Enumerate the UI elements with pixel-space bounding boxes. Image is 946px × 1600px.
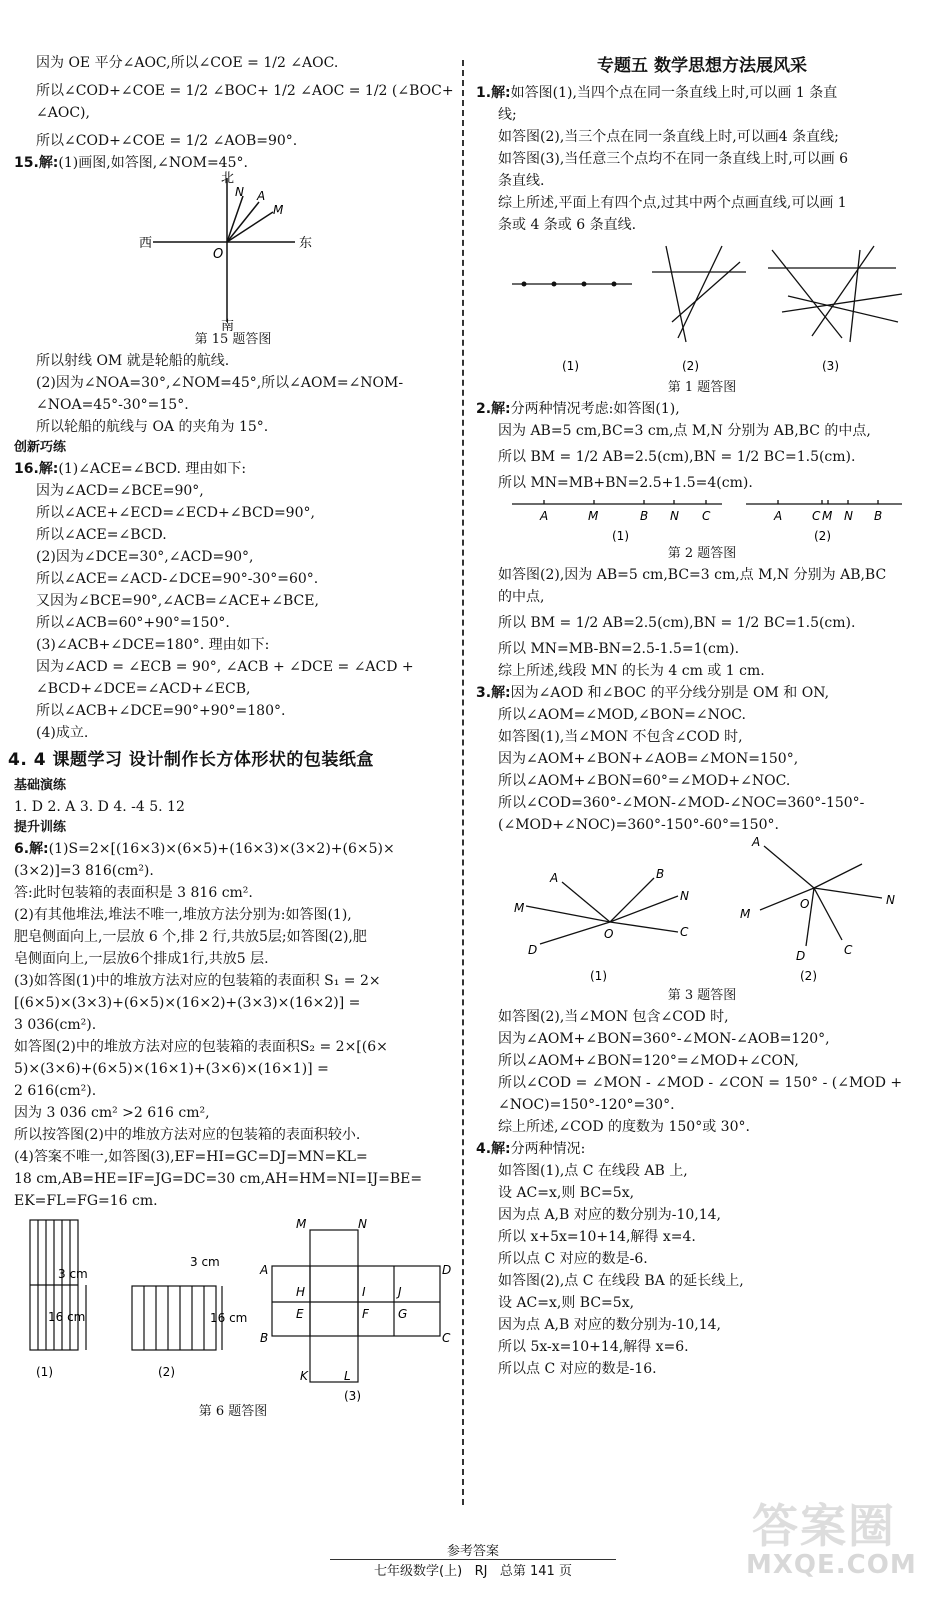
column-divider	[462, 60, 464, 1505]
text-line: 如答图(2),当∠MON 包含∠COD 时,	[498, 1009, 729, 1025]
a1-C: C	[680, 925, 689, 939]
solution-label: 解:	[38, 461, 59, 477]
footer-title: 参考答案	[330, 1540, 616, 1560]
text-line: (4)成立.	[36, 725, 89, 741]
fig3-part-2: (2)	[800, 969, 817, 983]
seg1-M: M	[588, 509, 599, 523]
figure-caption: 第 1 题答图	[667, 380, 737, 395]
fig3-part-1: (1)	[590, 969, 607, 983]
answer-line: 1. D 2. A 3. D 4. -4 5. 12	[14, 799, 185, 815]
section-heading: 提升训练	[14, 820, 67, 835]
text-line: 又因为∠BCE=90°,∠ACB=∠ACE+∠BCE,	[36, 593, 319, 609]
text-line: ∠NOA=45°-30°=15°.	[36, 397, 189, 413]
text-line: 所以∠AOM=∠MOD,∠BON=∠NOC.	[498, 707, 746, 723]
a1-B: B	[656, 867, 665, 881]
text-line: 所以 MN=MB-BN=2.5-1.5=1(cm).	[498, 641, 740, 657]
text-line: (4)答案不唯一,如答图(3),EF=HI=GC=DJ=MN=KL=	[14, 1149, 368, 1165]
text-line: 所以射线 OM 就是轮船的航线.	[36, 353, 230, 369]
text-line: 18 cm,AB=HE=IF=JG=DC=30 cm,AH=HM=NI=IJ=BE=	[14, 1171, 423, 1187]
segments-figure	[482, 494, 922, 544]
point-o: O	[213, 247, 224, 262]
net-D: D	[442, 1263, 452, 1277]
text-line: 如答图(3),当任意三个点均不在同一条直线上时,可以画 6	[498, 151, 849, 167]
text-line: ∠AOC),	[36, 105, 90, 121]
solution-label: 解:	[491, 85, 511, 101]
seg2-B: B	[874, 509, 883, 523]
a2-N: N	[886, 893, 895, 907]
q3-first-line	[476, 682, 928, 704]
text-line: 所以∠ACB+∠DCE=90°+90°=180°.	[36, 703, 286, 719]
seg2-C: C	[812, 509, 821, 523]
text-line: 如答图(2),当三个点在同一条直线上时,可以画4 条直线;	[498, 129, 839, 145]
watermark-url: MXQE.COM	[746, 1550, 917, 1580]
text-line: 因为 AB=5 cm,BC=3 cm,点 M,N 分别为 AB,BC 的中点,	[498, 423, 871, 439]
text-line: 所以∠ACE=∠ACD-∠DCE=90°-30°=60°.	[36, 571, 319, 587]
text-line: 所以∠COD+∠COE = 1/2 ∠AOB=90°.	[36, 133, 298, 149]
text-line: 如答图(2)中的堆放方法对应的包装箱的表面积S₂ = 2×[(6×	[14, 1039, 388, 1055]
seg2-A: A	[774, 509, 783, 523]
a2-D: D	[796, 949, 806, 963]
point-m: M	[273, 203, 284, 217]
a2-A: A	[752, 835, 761, 849]
net-C: C	[442, 1331, 451, 1345]
seg1-N: N	[670, 509, 679, 523]
question-number: 3.	[476, 685, 492, 701]
point-a: A	[257, 189, 266, 203]
seg2-M: M	[822, 509, 833, 523]
watermark-logo: 答案圈	[752, 1499, 896, 1553]
footer-info	[330, 1560, 616, 1579]
text-line: ∠NOC)=150°-120°=30°.	[498, 1097, 675, 1113]
dim-3cm-2: 3 cm	[190, 1255, 220, 1269]
net-G: G	[398, 1307, 408, 1321]
a1-D: D	[528, 943, 538, 957]
solution-label: 解:	[491, 685, 511, 701]
fig6-part-2: (2)	[158, 1365, 175, 1379]
text-line: (3)如答图(1)中的堆放方法对应的包装箱的表面积 S₁ = 2×	[14, 973, 381, 989]
text-line: 因为∠ACD = ∠ECB = 90°, ∠ACB + ∠DCE = ∠ACD +	[36, 659, 414, 675]
a2-C: C	[844, 943, 853, 957]
net-J: J	[398, 1285, 402, 1299]
net-M: M	[296, 1217, 307, 1231]
a1-N: N	[680, 889, 689, 903]
solution-label: 解:	[491, 1141, 511, 1157]
question-number: 6.	[14, 841, 30, 857]
text-line: 所以 5x-x=10+14,解得 x=6.	[498, 1339, 689, 1355]
fig1-part-3: (3)	[822, 359, 839, 373]
text-line: 条或 4 条或 6 条直线.	[498, 217, 637, 233]
compass-figure	[139, 171, 323, 334]
angles-figure	[482, 836, 922, 986]
text-line: 所以∠COD+∠COE = 1/2 ∠BOC+ 1/2 ∠AOC = 1/2 (∠BOC+	[36, 83, 454, 99]
text-line: 综上所述,线段 MN 的长为 4 cm 或 1 cm.	[498, 663, 765, 679]
text-line: 所以按答图(2)中的堆放方法对应的包装箱的表面积较小.	[14, 1127, 361, 1143]
text-line: 皂侧面向上,一层放6个排成1行,共放5 层.	[14, 951, 269, 967]
text-line: 所以点 C 对应的数是-6.	[498, 1251, 648, 1267]
question-number: 2.	[476, 401, 492, 417]
text-line: (∠MOD+∠NOC)=360°-150°-60°=150°.	[498, 817, 779, 833]
text-line: 所以 MN=MB+BN=2.5+1.5=4(cm).	[498, 475, 753, 491]
seg1-B: B	[640, 509, 649, 523]
seg2-N: N	[844, 509, 853, 523]
text-line: 分两种情况:	[510, 1141, 586, 1157]
solution-label: 解:	[38, 155, 59, 171]
compass-south: 南	[221, 319, 235, 334]
text-line: 答:此时包装箱的表面积是 3 816 cm².	[14, 885, 253, 901]
text-line: 2 616(cm²).	[14, 1083, 97, 1099]
fig1-part-2: (2)	[682, 359, 699, 373]
text-line: [(6×5)×(3×3)+(6×5)×(16×2)+(3×3)×(16×2)] =	[14, 995, 361, 1011]
text-line: 所以∠ACE+∠ECD=∠ECD+∠BCD=90°,	[36, 505, 315, 521]
text-line: 线;	[498, 107, 517, 123]
net-N: N	[358, 1217, 367, 1231]
question-number: 15.	[14, 155, 39, 171]
net-A: A	[260, 1263, 269, 1277]
text-line: 所以 BM = 1/2 AB=2.5(cm),BN = 1/2 BC=1.5(cm).	[498, 449, 856, 465]
point-n: N	[235, 185, 244, 199]
text-line: 综上所述,∠COD 的度数为 150°或 30°.	[498, 1119, 750, 1135]
seg1-A: A	[540, 509, 549, 523]
net-E: E	[296, 1307, 304, 1321]
dim-16cm-2: 16 cm	[210, 1311, 248, 1325]
text-line: 所以 BM = 1/2 AB=2.5(cm),BN = 1/2 BC=1.5(cm).	[498, 615, 856, 631]
text-line: 所以∠ACE=∠BCD.	[36, 527, 167, 543]
net-B: B	[260, 1331, 269, 1345]
text-line: 所以轮船的航线与 OA 的夹角为 15°.	[36, 419, 269, 435]
a1-A: A	[550, 871, 559, 885]
text-line: (2)因为∠NOA=30°,∠NOM=45°,所以∠AOM=∠NOM-	[36, 375, 404, 391]
text-line: (1)画图,如答图,∠NOM=45°.	[58, 155, 248, 171]
text-line: 因为点 A,B 对应的数分别为-10,14,	[498, 1207, 722, 1223]
fig2-part-2: (2)	[814, 529, 831, 543]
dim-3cm-1: 3 cm	[58, 1267, 88, 1281]
text-line: 设 AC=x,则 BC=5x,	[498, 1185, 635, 1201]
text-line: EK=FL=FG=16 cm.	[14, 1193, 158, 1209]
text-line: 所以∠ACB=60°+90°=150°.	[36, 615, 230, 631]
figure-caption: 第 2 题答图	[667, 546, 737, 561]
question-number: 1.	[476, 85, 492, 101]
right-column	[476, 52, 928, 1380]
a2-M: M	[740, 907, 751, 921]
text-line: 因为∠ACD=∠BCE=90°,	[36, 483, 204, 499]
text-line: 所以∠COD = ∠MON - ∠MOD - ∠CON = 150° - (∠MOD +	[498, 1075, 903, 1091]
text-line: 因为∠AOM+∠BON=360°-∠MON-∠AOB=120°,	[498, 1031, 830, 1047]
text-line: 如答图(1),点 C 在线段 AB 上,	[498, 1163, 688, 1179]
q6-first-line	[14, 838, 452, 860]
figure-caption: 第 3 题答图	[667, 988, 737, 1003]
fig2-part-1: (1)	[612, 529, 629, 543]
text-line: 的中点,	[498, 589, 545, 605]
text-line: 如答图(2),因为 AB=5 cm,BC=3 cm,点 M,N 分别为 AB,BC	[498, 567, 887, 583]
text-line: (3×2)]=3 816(cm²).	[14, 863, 154, 879]
footer-page: 总第 141 页	[499, 1564, 572, 1579]
text-line: 5)×(3×6)+(6×5)×(16×1)+(3×6)×(16×1)] =	[14, 1061, 329, 1077]
net-K: K	[300, 1369, 308, 1383]
text-line: 因为 3 036 cm² >2 616 cm²,	[14, 1105, 210, 1121]
a1-O: O	[604, 927, 614, 941]
q1-first-line	[476, 82, 928, 104]
seg1-C: C	[702, 509, 711, 523]
text-line: 因为∠AOD 和∠BOC 的平分线分别是 OM 和 ON,	[510, 685, 830, 701]
solution-label: 解:	[491, 401, 511, 417]
text-line: 所以 x+5x=10+14,解得 x=4.	[498, 1229, 696, 1245]
text-line: 如答图(2),点 C 在线段 BA 的延长线上,	[498, 1273, 744, 1289]
compass-west: 西	[139, 236, 153, 251]
text-line: 所以∠AOM+∠BON=60°=∠MOD+∠NOC.	[498, 773, 791, 789]
footer-grade: 七年级数学(上)	[374, 1564, 463, 1579]
text-line: 所以点 C 对应的数是-16.	[498, 1361, 657, 1377]
text-line: 所以∠COD=360°-∠MON-∠MOD-∠NOC=360°-150°-	[498, 795, 865, 811]
q16-first-line	[14, 458, 452, 480]
text-line: 如答图(1),当∠MON 不包含∠COD 时,	[498, 729, 743, 745]
figure-caption: 第 15 题答图	[194, 332, 272, 347]
q2-first-line	[476, 398, 928, 420]
text-line: 所以∠AOM+∠BON=120°=∠MOD+∠CON,	[498, 1053, 799, 1069]
text-line: 因为∠AOM+∠BON+∠AOB=∠MON=150°,	[498, 751, 799, 767]
section-title: 4. 4 课题学习 设计制作长方体形状的包装纸盒	[8, 750, 374, 770]
a1-M: M	[514, 901, 525, 915]
net-I: I	[362, 1285, 366, 1299]
net-F: F	[362, 1307, 369, 1321]
left-column	[8, 52, 454, 1422]
packing-figure	[14, 1216, 452, 1402]
dim-16cm-1: 16 cm	[48, 1310, 86, 1324]
text-line: (1)∠ACE=∠BCD. 理由如下:	[58, 461, 247, 477]
question-number: 4.	[476, 1141, 492, 1157]
fig6-part-1: (1)	[36, 1365, 53, 1379]
text-line: (3)∠ACB+∠DCE=180°. 理由如下:	[36, 637, 270, 653]
compass-east: 东	[299, 236, 313, 251]
fig1-part-1: (1)	[562, 359, 579, 373]
q4-first-line	[476, 1138, 928, 1160]
net-L: L	[344, 1369, 351, 1383]
question-number: 16.	[14, 461, 39, 477]
watermark	[742, 1490, 932, 1594]
fig6-part-3: (3)	[344, 1389, 361, 1403]
text-line: 3 036(cm²).	[14, 1017, 97, 1033]
text-line: 因为 OE 平分∠AOC,所以∠COE = 1/2 ∠AOC.	[36, 55, 339, 71]
text-line: 条直线.	[498, 173, 545, 189]
solution-label: 解:	[29, 841, 49, 857]
text-line: 肥皂侧面向上,一层放 6 个,排 2 行,共放5层;如答图(2),肥	[14, 929, 367, 945]
section-heading: 基础演练	[14, 778, 67, 793]
net-H: H	[296, 1285, 306, 1299]
a2-O: O	[800, 897, 810, 911]
compass-north: 北	[221, 171, 235, 186]
footer-edition: RJ	[474, 1564, 488, 1579]
text-line: ∠BCD+∠DCE=∠ACD+∠ECB,	[36, 681, 251, 697]
figure-caption: 第 6 题答图	[198, 1404, 268, 1419]
text-line: 分两种情况考虑:如答图(1),	[510, 401, 680, 417]
text-line: 综上所述,平面上有四个点,过其中两个点画直线,可以画 1	[498, 195, 847, 211]
topic-title: 专题五 数学思想方法展风采	[597, 56, 807, 76]
text-line: 因为点 A,B 对应的数分别为-10,14,	[498, 1317, 722, 1333]
text-line: (2)因为∠DCE=30°,∠ACD=90°,	[36, 549, 254, 565]
lines-figure	[482, 242, 922, 378]
section-heading: 创新巧练	[14, 440, 67, 455]
text-line: (2)有其他堆法,堆法不唯一,堆放方法分别为:如答图(1),	[14, 907, 352, 923]
text-line: (1)S=2×[(16×3)×(6×5)+(16×3)×(3×2)+(6×5)×	[48, 841, 395, 857]
text-line: 如答图(1),当四个点在同一条直线上时,可以画 1 条直	[510, 85, 838, 101]
text-line: 设 AC=x,则 BC=5x,	[498, 1295, 635, 1311]
